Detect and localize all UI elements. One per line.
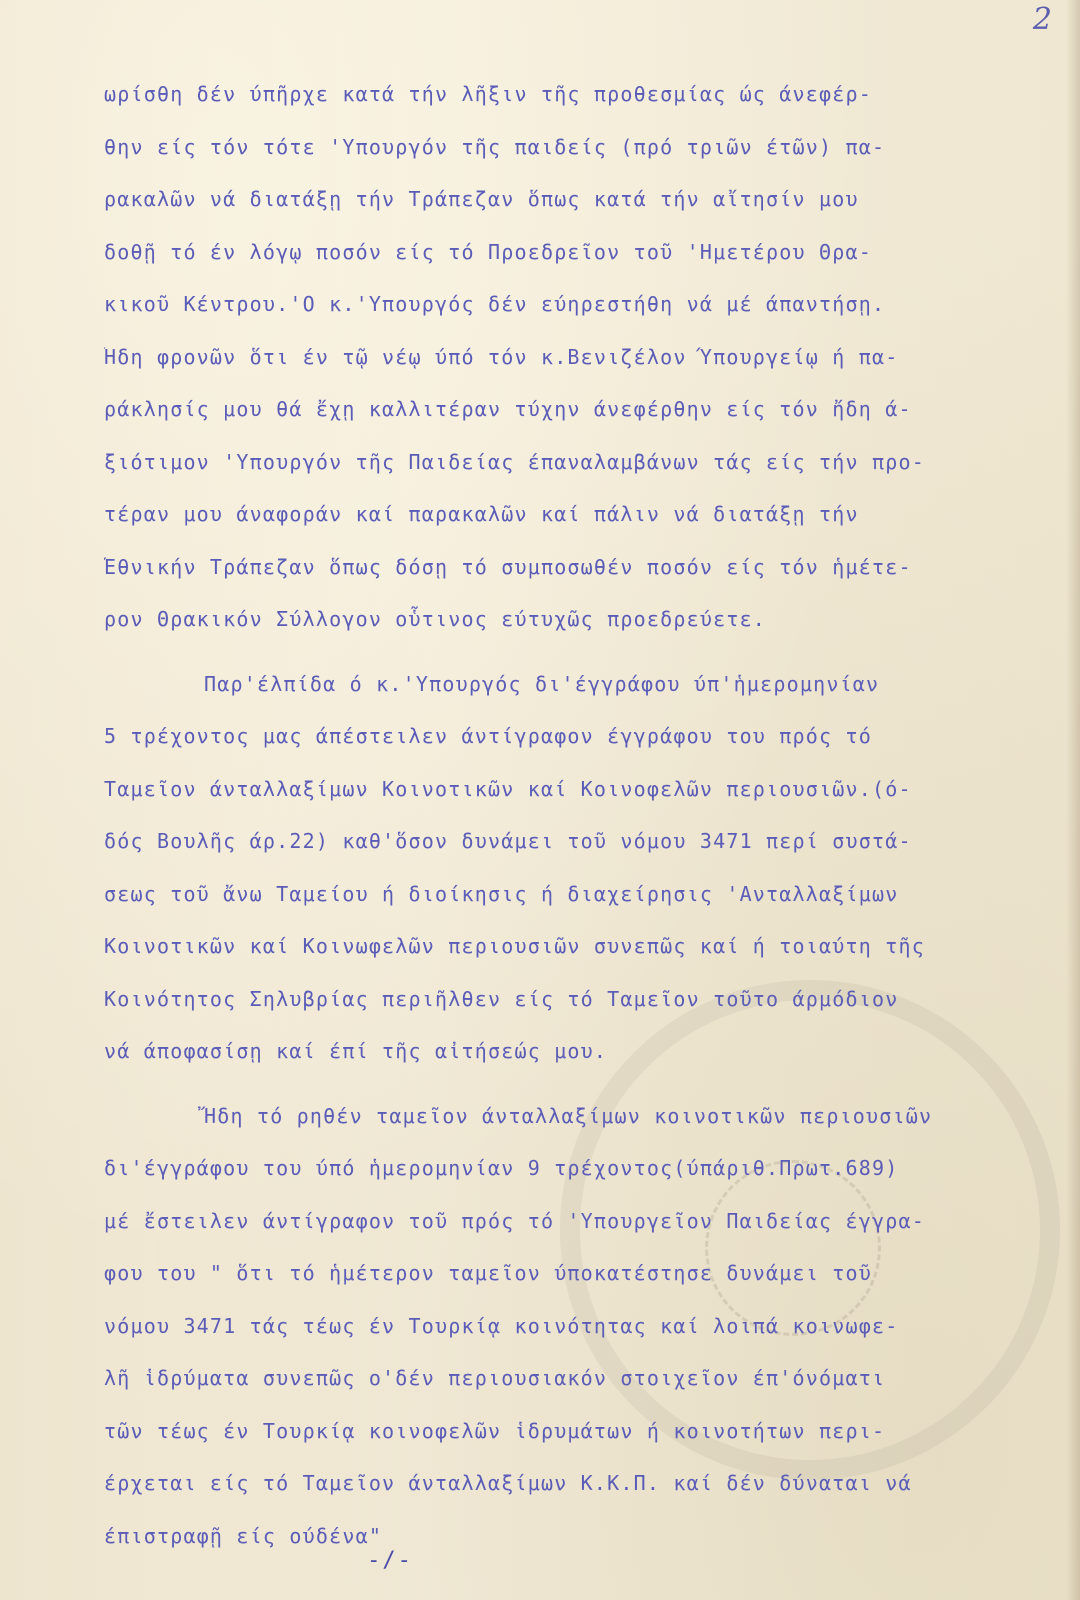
text-line: νόμου 3471 τάς τέως έν Τουρκίᾳ κοινότητας καί λοιπά κοινωφε-: [104, 1313, 899, 1338]
text-line: φου του " ὅτι τό ἡμέτερον ταμεῖον ύποκατέστησε δυνάμει τοῦ: [104, 1261, 872, 1285]
text-line: νά άποφασίσῃ καί έπί τῆς αἰτήσεώς μου.: [104, 1039, 608, 1063]
text-line: ωρίσθη δέν ύπῆρχε κατά τήν λῆξιν τῆς προθεσμίας ώς άνεφέρ-: [104, 82, 872, 106]
text-line: Ἤδη τό ρηθέν ταμεῖον άνταλλαξίμων κοινοτικῶν περιουσιῶν: [204, 1103, 933, 1128]
text-line: ξιότιμον 'Υπουργόν τῆς Παιδείας έπαναλαμβάνων τάς είς τήν προ-: [104, 449, 925, 474]
text-line: Παρ'έλπίδα ό κ.'Υπουργός δι'έγγράφου ύπ'ἡμερομηνίαν: [204, 671, 880, 696]
paragraph-gap: [104, 1078, 1064, 1090]
text-line: ράκλησίς μου θά ἔχῃ καλλιτέραν τύχην άνεφέρθην είς τόν ἤδη ά-: [104, 397, 912, 421]
text-line: τέραν μου άναφοράν καί παρακαλῶν καί πάλιν νά διατάξῃ τήν: [104, 502, 859, 526]
text-line: έπιστραφῇ είς ούδένα": [104, 1523, 383, 1548]
text-line: θην είς τόν τότε 'Υπουργόν τῆς παιδείς (πρό τριῶν έτῶν) πα-: [104, 134, 886, 159]
text-line: τῶν τέως έν Τουρκίᾳ κοινοφελῶν ἱδρυμάτων ή κοινοτήτων περι-: [104, 1418, 886, 1443]
text-line: Ἤδη φρονῶν ὅτι έν τῷ νέῳ ύπό τόν κ.Βενιζέλον Ύπουργείῳ ή πα-: [104, 344, 899, 369]
page-number: 2: [1032, 2, 1052, 37]
typed-letter-body: [104, 68, 1064, 1562]
text-line: δι'έγγράφου του ύπό ἡμερομηνίαν 9 τρέχοντος(ύπάριθ.Πρωτ.689): [104, 1156, 899, 1180]
text-line: λῆ ἱδρύματα συνεπῶς ο'δέν περιουσιακόν στοιχεῖον έπ'όνόματι: [104, 1366, 886, 1390]
text-line: Έθνικήν Τράπεζαν ὅπως δόσῃ τό συμποσωθέν ποσόν είς τόν ἡμέτε-: [104, 554, 912, 579]
text-line: δοθῇ τό έν λόγῳ ποσόν είς τό Προεδρεῖον τοῦ 'Ημετέρου Θρα-: [104, 239, 872, 264]
text-line: δός Βουλῆς άρ.22) καθ'ὅσον δυνάμει τοῦ νόμου 3471 περί συστά-: [104, 829, 912, 853]
text-line: έρχεται είς τό Ταμεῖον άνταλλαξίμων Κ.Κ.Π. καί δέν δύναται νά: [104, 1471, 912, 1495]
text-line: ρακαλῶν νά διατάξῃ τήν Τράπεζαν ὅπως κατά τήν αἴτησίν μου: [104, 187, 859, 211]
text-line: κικοῦ Κέντρου.'Ο κ.'Υπουργός δέν εύηρεστήθη νά μέ άπαντήσῃ.: [104, 292, 886, 316]
text-line: 5 τρέχοντος μας άπέστειλεν άντίγραφον έγγράφου του πρός τό: [104, 724, 872, 748]
text-line: Ταμεῖον άνταλλαξίμων Κοινοτικῶν καί Κοινοφελῶν περιουσιῶν.(ό-: [104, 776, 912, 801]
text-line: ρον Θρακικόν Σύλλογον οὗτινος εύτυχῶς προεδρεύετε.: [104, 607, 767, 631]
text-line: Κοινότητος Σηλυβρίας περιῆλθεν είς τό Ταμεῖον τοῦτο άρμόδιον: [104, 986, 899, 1011]
paragraph-1: [104, 68, 1064, 646]
text-line: μέ ἔστειλεν άντίγραφον τοῦ πρός τό 'Υπουργεῖον Παιδείας έγγρα-: [104, 1208, 925, 1233]
paragraph-2: [104, 658, 1064, 1078]
text-line: Κοινοτικῶν καί Κοινωφελῶν περιουσιῶν συνεπῶς καί ή τοιαύτη τῆς: [104, 934, 925, 958]
paragraph-3: [104, 1090, 1064, 1563]
paragraph-gap: [104, 646, 1064, 658]
text-line: σεως τοῦ ἄνω Ταμείου ή διοίκησις ή διαχείρησις 'Ανταλλαξίμων: [104, 881, 899, 906]
page-continuation-mark: -/-: [367, 1548, 413, 1573]
